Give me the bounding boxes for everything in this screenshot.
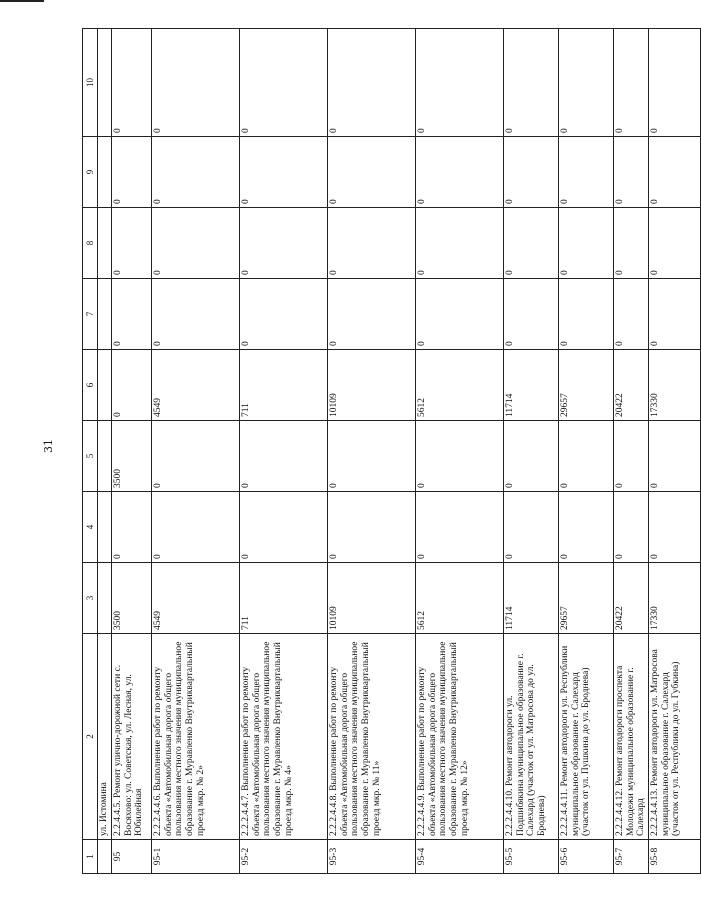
value-cell-col7: 0	[240, 279, 328, 350]
value-cell-col9: 0	[614, 137, 649, 208]
value-cell-col7: 0	[559, 279, 614, 350]
value-cell-col3: 20422	[614, 563, 649, 634]
value-cell-col7: 0	[649, 279, 701, 350]
value-cell-col8: 0	[416, 208, 504, 279]
value-cell-col3: 10109	[328, 563, 416, 634]
value-cell-col9: 0	[328, 137, 416, 208]
value-cell-col10: 0	[416, 29, 504, 137]
row-number: 95	[112, 840, 152, 874]
column-header-7: 7	[83, 279, 98, 350]
value-cell-col7: 0	[416, 279, 504, 350]
value-cell-col5: 0	[240, 421, 328, 492]
value-cell-col5: 3500	[112, 421, 152, 492]
value-cell-col8: 0	[328, 208, 416, 279]
table-row	[152, 29, 240, 874]
value-cell-col9: 0	[504, 137, 559, 208]
column-header-4: 4	[83, 492, 98, 563]
value-cell-col6: 10109	[328, 350, 416, 421]
value-cell-col9: 0	[559, 137, 614, 208]
column-header-5: 5	[83, 421, 98, 492]
column-header-3: 3	[83, 563, 98, 634]
value-cell-col3: 711	[240, 563, 328, 634]
row-description: 2.2.2.4.4.11. Ремонт автодороги ул. Республики муниципальное образование г. Салехард (участок от ул. Пушкина до ул. Броднева)	[559, 634, 614, 840]
value-cell-col4: 0	[559, 492, 614, 563]
value-cell-col6: 5612	[416, 350, 504, 421]
table-row	[240, 29, 328, 874]
row-description: 2.2.2.4.4.13. Ремонт автодороги ул. Матросова муниципальное образование г. Салехард (участок от ул. Республики до ул. Губкина)	[649, 634, 701, 840]
row-number: 95-7	[614, 840, 649, 874]
value-cell-col6: 17330	[649, 350, 701, 421]
column-header-2: 2	[83, 634, 98, 840]
value-cell-col10: 0	[649, 29, 701, 137]
value-cell-col10: 0	[240, 29, 328, 137]
row-number: 95-5	[504, 840, 559, 874]
table-row	[614, 29, 649, 874]
value-cell-col5: 0	[614, 421, 649, 492]
row-number: 95-1	[152, 840, 240, 874]
value-cell-col3: 4549	[152, 563, 240, 634]
value-cell-col8: 0	[240, 208, 328, 279]
budget-table	[82, 28, 701, 874]
value-cell-col4: 0	[328, 492, 416, 563]
value-cell-col9: 0	[152, 137, 240, 208]
value-cell-col5: 0	[504, 421, 559, 492]
table-row	[504, 29, 559, 874]
header-row	[83, 29, 98, 874]
column-header-6: 6	[83, 350, 98, 421]
row-description: 2.2.2.4.4.12. Ремонт автодороги проспекта Молодежи муниципальное образование г. Салехард	[614, 634, 649, 840]
table-row	[559, 29, 614, 874]
value-cell-col4: 0	[416, 492, 504, 563]
value-cell-col8: 0	[152, 208, 240, 279]
table-row	[649, 29, 701, 874]
value-cell-col4: 0	[504, 492, 559, 563]
table-row	[112, 29, 152, 874]
table-row	[416, 29, 504, 874]
value-cell-col10: 0	[614, 29, 649, 137]
value-cell-col8: 0	[559, 208, 614, 279]
page-number: 31	[42, 439, 55, 453]
value-cell-col9: 0	[649, 137, 701, 208]
column-header-8: 8	[83, 208, 98, 279]
row-number: 95-2	[240, 840, 328, 874]
value-cell-col3: 29657	[559, 563, 614, 634]
row-number: 95-3	[328, 840, 416, 874]
value-cell-col5: 0	[152, 421, 240, 492]
value-cell-col10: 0	[152, 29, 240, 137]
row-description: 2.2.4.4.5. Ремонт улично-дорожной сети с. Восяхово: ул. Советская, ул. Лесная, ул. Юбилейная	[112, 634, 152, 840]
value-cell-col5: 0	[559, 421, 614, 492]
value-cell-col9: 0	[112, 137, 152, 208]
value-cell-col4: 0	[152, 492, 240, 563]
value-cell-col3: 3500	[112, 563, 152, 634]
value-cell-col6: 29657	[559, 350, 614, 421]
value-cell-col3: 11714	[504, 563, 559, 634]
value-cell-col10: 0	[328, 29, 416, 137]
row-description: 2.2.2.4.4.7. Выполнение работ по ремонту объекта «Автомобильная дорога общего пользования местного значения муниципальное образование г. Муравленко Внутриквартальный проезд мкр. № 4»	[240, 634, 328, 840]
value-cell-col4: 0	[614, 492, 649, 563]
value-cell-col6: 4549	[152, 350, 240, 421]
value-cell-col10: 0	[112, 29, 152, 137]
column-header-1: 1	[83, 840, 98, 874]
value-cell-col7: 0	[152, 279, 240, 350]
value-cell-col9: 0	[416, 137, 504, 208]
table-row	[328, 29, 416, 874]
value-cell-col8: 0	[112, 208, 152, 279]
row-description: 2.2.2.4.4.8. Выполнение работ по ремонту объекта «Автомобильная дорога общего пользования местного значения муниципальное образование г. Муравленко Внутриквартальный проезд мкр. № 11»	[328, 634, 416, 840]
value-cell-col3: 5612	[416, 563, 504, 634]
value-cell-col4: 0	[649, 492, 701, 563]
rotated-table-wrapper	[82, 29, 682, 874]
value-cell-col8: 0	[649, 208, 701, 279]
value-cell-col6: 0	[112, 350, 152, 421]
row-description: 2.2.2.4.4.9. Выполнение работ по ремонту объекта «Автомобильная дорога общего пользования местного значения муниципальное образование г. Муравленко Внутриквартальный проезд мкр. № 12»	[416, 634, 504, 840]
value-cell-col4: 0	[240, 492, 328, 563]
value-cell-col5: 0	[416, 421, 504, 492]
value-cell-col7: 0	[328, 279, 416, 350]
column-header-10: 10	[83, 29, 98, 137]
row-number: 95-4	[416, 840, 504, 874]
value-cell-col7: 0	[614, 279, 649, 350]
cell-empty	[98, 840, 112, 874]
value-cell-col10: 0	[559, 29, 614, 137]
value-cell-col8: 0	[504, 208, 559, 279]
value-cell-col4: 0	[112, 492, 152, 563]
column-header-9: 9	[83, 137, 98, 208]
value-cell-col3: 17330	[649, 563, 701, 634]
row-number: 95-6	[559, 840, 614, 874]
row-number: 95-8	[649, 840, 701, 874]
value-cell-col6: 20422	[614, 350, 649, 421]
value-cell-col8: 0	[614, 208, 649, 279]
row-description: 2.2.2.4.4.10. Ремонт автодороги ул. Подшибякина муниципальное образование г. Салехард (участок от ул. Матросова до ул. Броднева)	[504, 634, 559, 840]
table-body	[98, 29, 701, 874]
continuation-text: ул. Истомина	[98, 634, 112, 840]
row-description: 2.2.2.4.4.6. Выполнение работ по ремонту объекта «Автомобильная дорога общего пользования местного значения муниципальное образование г. Муравленко Внутриквартальный проезд мкр. № 2»	[152, 634, 240, 840]
continuation-row	[98, 29, 112, 874]
value-cell-col6: 711	[240, 350, 328, 421]
value-cell-col5: 0	[649, 421, 701, 492]
value-cell-col9: 0	[240, 137, 328, 208]
value-cell-col7: 0	[112, 279, 152, 350]
value-cell-col10: 0	[504, 29, 559, 137]
value-cell-col6: 11714	[504, 350, 559, 421]
value-cell-col5: 0	[328, 421, 416, 492]
top-rule	[0, 0, 44, 2]
value-cell-col7: 0	[504, 279, 559, 350]
